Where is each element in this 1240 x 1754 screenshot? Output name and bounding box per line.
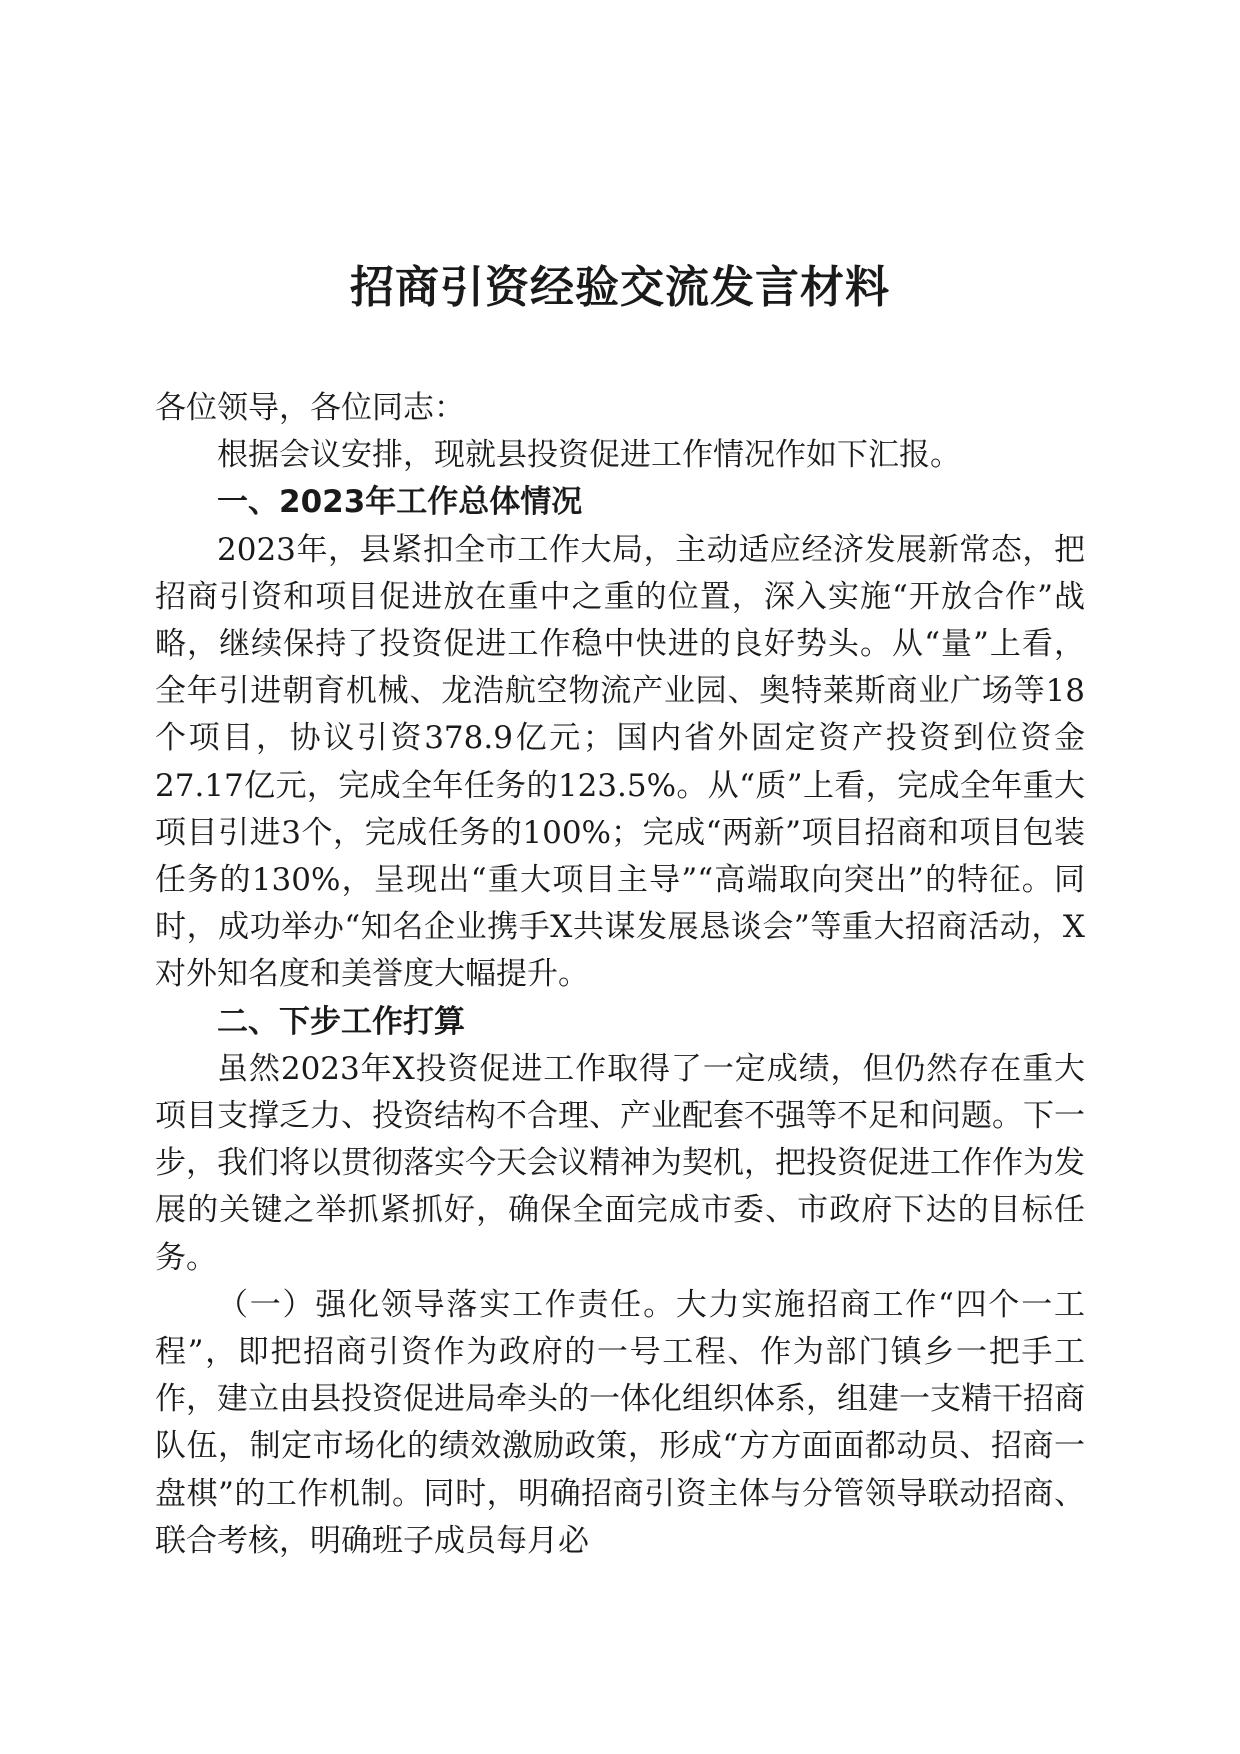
intro-paragraph: 根据会议安排，现就县投资促进工作情况作如下汇报。 [217, 437, 961, 474]
section-1-paragraph: 2023年，县紧扣全市工作大局，主动适应经济发展新常态，把招商引资和项目促进放在重中之重的位置，深入实施“开放合作”战略，继续保持了投资促进工作稳中快进的良好势头。从“量”上看，全年引进朝育机械、龙浩航空物流产业园、奥特莱斯商业广场等18个项目，协议引资378.9亿元；国内省外固定资产投资到位资金27.17亿元，完成全年任务的123.5%。从“质”上看，完成全年重大项目引进3个，完成任务的100%；完成“两新”项目招商和项目包装任务的130%，呈现出“重大项目主导”“高端取向突出”的特征。同时，成功举办“知名企业携手X共谋发展恳谈会”等重大招商活动，X对外知名度和美誉度大幅提升。 [155, 531, 1085, 993]
document-body [155, 385, 1085, 1565]
section-1-heading: 一、2023年工作总体情况 [217, 484, 583, 521]
salutation: 各位领导，各位同志： [155, 390, 465, 426]
section-2-item-1: （一）强化领导落实工作责任。大力实施招商工作“四个一工程”，即把招商引资作为政府的一号工程、作为部门镇乡一把手工作，建立由县投资促进局牵头的一体化组织体系，组建一支精干招商队伍，制定市场化的绩效激励政策，形成“方方面面都动员、招商一盘棋”的工作机制。同时，明确招商引资主体与分管领导联动招商、联合考核，明确班子成员每月必 [155, 1286, 1085, 1559]
section-2-paragraph: 虽然2023年X投资促进工作取得了一定成绩，但仍然存在重大项目支撑乏力、投资结构不合理、产业配套不强等不足和问题。下一步，我们将以贯彻落实今天会议精神为契机，把投资促进工作作为发展的关键之举抓紧抓好，确保全面完成市委、市政府下达的目标任务。 [155, 1050, 1085, 1276]
section-2-heading: 二、下步工作打算 [217, 1003, 465, 1040]
document-title: 招商引资经验交流发言材料 [350, 262, 890, 313]
